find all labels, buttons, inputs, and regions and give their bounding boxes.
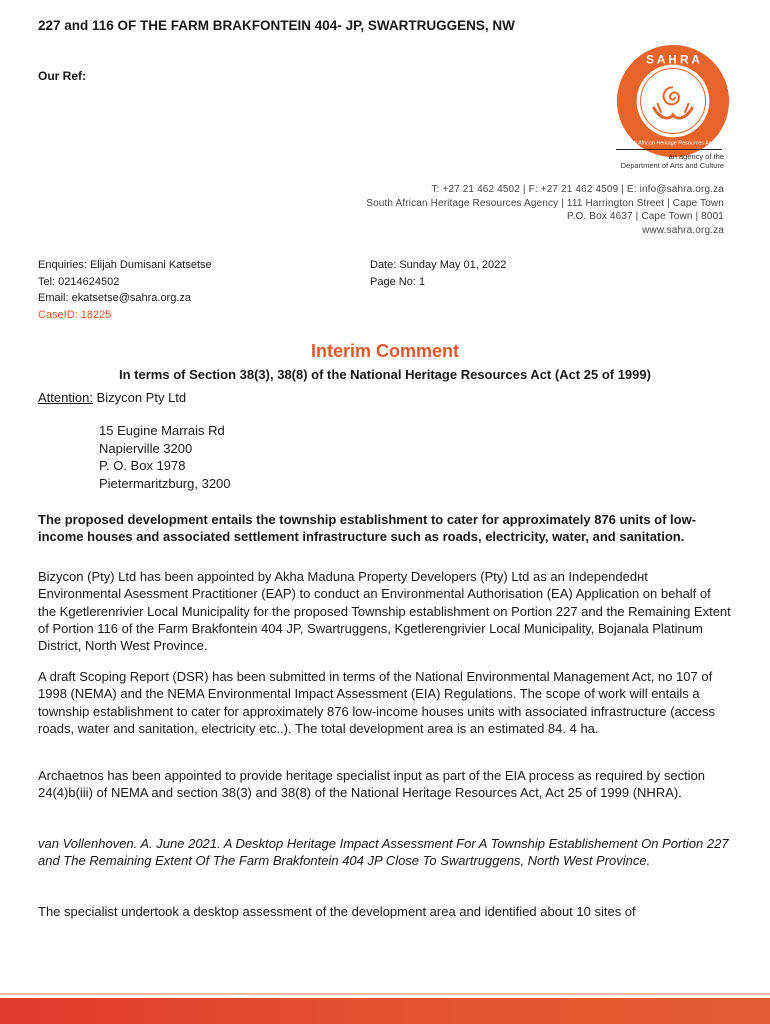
enquiries-email: Email: ekatsetse@sahra.org.za — [38, 292, 192, 304]
case-id: CaseID: 18225 — [38, 308, 112, 321]
contact-block — [300, 183, 724, 237]
address-line: P. O. Box 1978 — [99, 458, 186, 473]
body-paragraph-1: Bizycon (Pty) Ltd has been appointed by Akha Maduna Property Developers (Pty) Ltd as an Independedнt Environmental Asessment Practitioner (EAP) to conduct an Environmental Authorisation (EA) Application on behalf of the Kgetlerenrivier Local Municipality for the proposed Township establishment on Portion 227 and the Remaining Extent of Portion 116 of the Farm Brakfontein 404 JP, Swartruggens, Kgetlerengrivier Local Municipality, Bojanala Platinum District, North West Province. — [38, 569, 731, 654]
enquiries-tel: Tel: 0214624502 — [38, 275, 120, 288]
summary-paragraph: The proposed development entails the township establishment to cater for approximately 876 units of low-income houses and associated settlement infrastructure such as roads, electricity, water, and sanitation. — [38, 512, 697, 545]
address-line: 15 Eugine Marrais Rd — [99, 423, 225, 438]
property-heading: 227 and 116 OF THE FARM BRAKFONTEIN 404- JP, SWARTRUGGENS, NW — [38, 18, 515, 33]
body-paragraph-3: Archaetnos has been appointed to provide heritage specialist input as part of the EIA process as required by section 24(4)b(iii) of NEMA and section 38(3) and 38(8) of the National Heritage Resources Act, Act 25 of 1999 (NHRA). — [38, 768, 706, 801]
contact-postal-line: P.O. Box 4637 | Cape Town | 8001 — [567, 211, 724, 222]
attention-label: Attention: — [38, 390, 93, 405]
body-paragraph-2: A draft Scoping Report (DSR) has been submitted in terms of the National Environmental Management Act, no 107 of 1998 (NEMA) and the NEMA Environmental Impact Assessment (EIA) Regulations. The scope of work will entails a township establishment to cater for approximately 876 low-income houses units with associated infrastructure (access roads, water and sanitation, electricity etc..). The total development area is an estimated 84. 4 ha. — [38, 669, 716, 736]
attention-line — [38, 390, 186, 405]
letter-date: Date: Sunday May 01, 2022 — [370, 259, 507, 271]
body-paragraph-4: The specialist undertook a desktop assessment of the development area and identified about 10 sites of — [38, 904, 636, 919]
address-line: Pietermaritzburg, 3200 — [99, 475, 231, 491]
document-title: Interim Comment — [310, 341, 460, 361]
enquiries-name: Enquiries: Elijah Dumisani Katsetse — [38, 259, 212, 271]
agency-caption — [560, 152, 724, 170]
department-text: Department of Arts and Culture — [620, 161, 724, 170]
contact-phone-line: T: +27 21 462 4502 | F: +27 21 462 4509 | E: info@sahra.org.za — [431, 184, 724, 195]
agency-divider — [616, 149, 722, 150]
reference-citation: van Vollenhoven. A. June 2021. A Desktop Heritage Impact Assessment For A Township Establishement On Portion 227 and The Remaining Extent Of The Farm Brakfontein 404 JP Close To Swartruggens, North West Province. — [38, 836, 729, 869]
footer-divider — [0, 993, 770, 995]
contact-website-line: www.sahra.org.za — [642, 224, 724, 236]
attention-value: Bizycon Pty Ltd — [92, 390, 187, 405]
address-line: Napierville 3200 — [99, 440, 193, 456]
contact-agency-line: South African Heritage Resources Agency | 111 Harrington Street | Cape Town — [366, 197, 724, 209]
agency-of-text: an agency of the — [668, 152, 724, 161]
svg-text:South African Heritage Resourc: South African Heritage Resources Agency — [622, 140, 724, 147]
sahra-logo — [614, 42, 732, 160]
document-subtitle: In terms of Section 38(3), 38(8) of the National Heritage Resources Act (Act 25 of 1999) — [119, 367, 651, 382]
page-number: Page No: 1 — [370, 275, 426, 288]
meta-block — [370, 257, 506, 290]
svg-text:S A H R A: S A H R A — [646, 52, 700, 67]
enquiries-block — [38, 257, 212, 323]
our-ref-label: Our Ref: — [38, 69, 86, 83]
address-block — [99, 422, 231, 492]
footer-bar — [0, 998, 770, 1024]
